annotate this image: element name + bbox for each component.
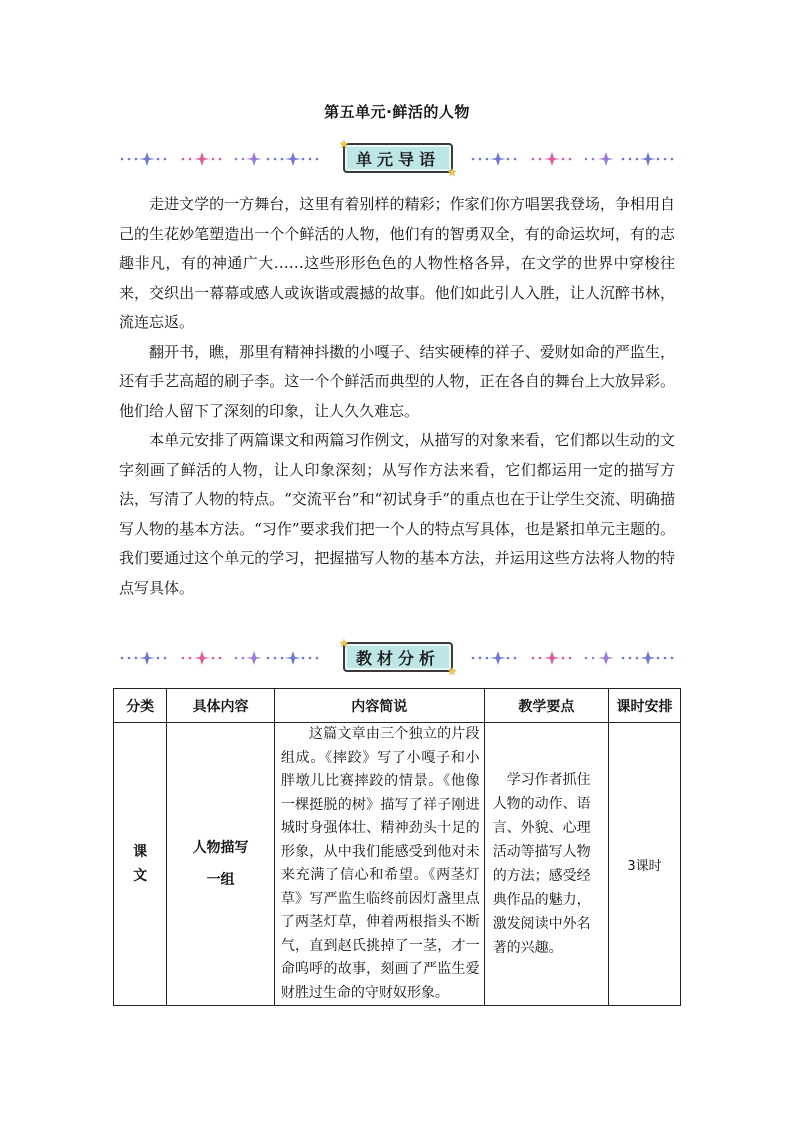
cell-teaching-points — [484, 723, 608, 1006]
header-teaching-points: 教学要点 — [484, 689, 608, 723]
banner-label: 单元导语 — [355, 149, 440, 169]
header-category: 分类 — [114, 689, 167, 723]
header-summary: 内容简说 — [274, 689, 484, 723]
teaching-points-text: 学习作者抓住人物的动作、语言、外貌、心理活动等描写人物的方法；感受经典作品的魅力，激发阅读中外名著的兴趣。 — [492, 772, 591, 956]
intro-paragraph: 本单元安排了两篇课文和两篇习作例文，从描写的对象来看，它们都以生动的文字刻画了鲜活的人物，让人印象深刻；从写作方法来看，它们都运用一定的描写方法，写清了人物的特点。“交流平台”和“初试身手”的重点也在于让学生交流、明确描写人物的基本方法。“习作”要求我们把一个人的特点写具体，也是紧扣单元主题的。我们要通过这个单元的学习，把握描写人物的基本方法，并运用这些方法将人物的特点写具体。 — [119, 431, 675, 597]
cell-content — [167, 723, 275, 1006]
summary-text: 这篇文章由三个独立的片段组成。《摔跤》写了小嘎子和小胖墩儿比赛摔跤的情景。《他像一棵挺脱的树》描写了祥子刚进城时身强体壮、精神劲头十足的形象，从中我们能感受到他对未来充满了信心和希望。《两茎灯草》写严监生临终前因灯盏里点了两茎灯草，伸着两根指头不断气，直到赵氏挑掉了一茎，才一命呜呼的故事，刻画了严监生爱财胜过生命的守财奴形象。 — [280, 726, 480, 1001]
table-header-row — [114, 689, 681, 723]
cell-category — [114, 723, 167, 1006]
banner-label: 教材分析 — [355, 648, 440, 668]
section-banner-intro — [339, 138, 457, 179]
materials-table — [113, 688, 681, 1006]
star-icon: ★ — [447, 166, 457, 179]
cell-summary — [274, 723, 484, 1006]
section-banner-analysis — [339, 637, 457, 678]
star-icon: ★ — [447, 665, 457, 678]
section-divider-analysis — [118, 637, 678, 678]
intro-paragraph: 翻开书，瞧，那里有精神抖擞的小嘎子、结实硬棒的祥子、爱财如命的严监生，还有手艺高超的刷子李。这一个个鲜活而典型的人物，正在各自的舞台上大放异彩。他们给人留下了深刻的印象，让人久久难忘。 — [119, 342, 675, 420]
header-content: 具体内容 — [167, 689, 275, 723]
page-title: 第五单元·鲜活的人物 — [324, 103, 470, 121]
star-icon: ★ — [339, 138, 349, 151]
intro-paragraph: 走进文学的一方舞台，这里有着别样的精彩；作家们你方唱罢我登场，争相用自己的生花妙笔塑造出一个个鲜活的人物，他们有的智勇双全，有的命运坎坷，有的志趣非凡，有的神通广大……这些形形色色的人物性格各异，在文学的世界中穿梭往来，交织出一幕幕或感人或诙谐或震撼的故事。他们如此引人入胜，让人沉醉书林，流连忘返。 — [119, 195, 675, 331]
category-text: 课文 — [133, 844, 148, 884]
cell-hours: 3课时 — [609, 723, 681, 1006]
star-icon: ★ — [339, 637, 349, 650]
header-hours: 课时安排 — [609, 689, 681, 723]
unit-introduction — [119, 190, 675, 603]
section-divider-intro — [118, 138, 678, 179]
content-text: 人物描写一组 — [192, 840, 249, 888]
table-row — [114, 723, 681, 1006]
